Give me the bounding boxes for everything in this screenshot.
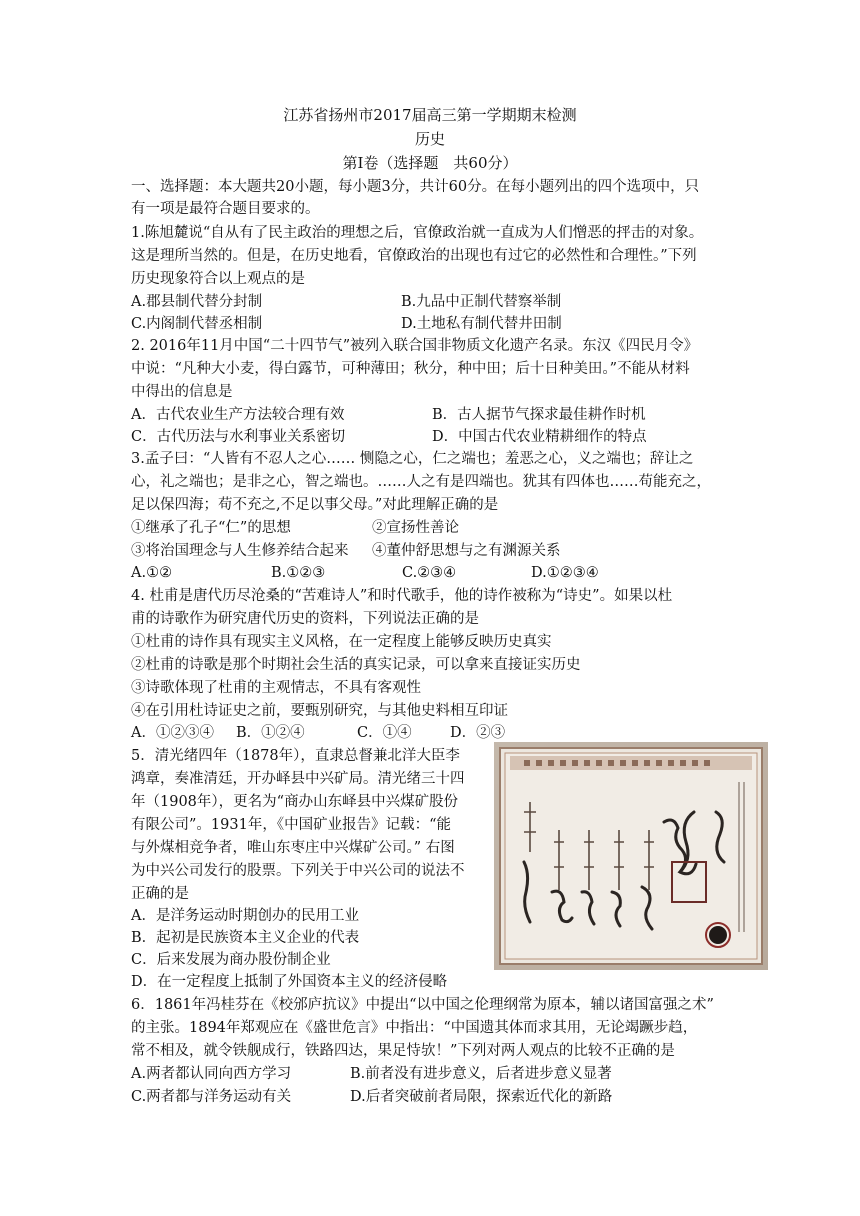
question-stem: 中说：“凡种大小麦，得白露节，可种薄田；秋分，种中田；后十日种美田。”不能从材料 xyxy=(131,361,690,377)
option-b: B．起初是民族资本主义企业的代表 xyxy=(131,930,360,946)
statement-3: ③诗歌体现了杜甫的主观情志，不具有客观性 xyxy=(131,680,421,696)
option-d: D．②③ xyxy=(450,725,506,741)
option-c: C.两者都与洋务运动有关 xyxy=(131,1089,292,1105)
statement-1: ①杜甫的诗作具有现实主义风格，在一定程度上能够反映历史真实 xyxy=(131,634,552,650)
statement-4: ④在引用杜诗证史之前，要甄别研究，与其他史料相互印证 xyxy=(131,703,508,719)
section-instruction: 有一项是最符合题目要求的。 xyxy=(131,201,320,217)
option-d: D．在一定程度上抵制了外国资本主义的经济侵略 xyxy=(131,974,448,990)
statement-1: ①继承了孔子“仁”的思想 xyxy=(131,520,291,536)
option-d: D.①②③④ xyxy=(531,565,599,581)
question-stem: 心，礼之端也；是非之心，智之端也。……人之有是四端也。犹其有四体也……苟能充之， xyxy=(131,474,711,490)
question-stem: 6．1861年冯桂芬在《校邠庐抗议》中提出“以中国之伦理纲常为原本，辅以诸国富强之术” xyxy=(131,997,714,1013)
statement-2: ②宣扬性善论 xyxy=(372,520,459,536)
statement-3: ③将治国理念与人生修养结合起来 xyxy=(131,543,349,559)
option-d: D．中国古代农业精耕细作的特点 xyxy=(432,429,647,445)
option-c: C．古代历法与水利事业关系密切 xyxy=(131,429,346,445)
question-stem: 足以保四海；苟不充之,不足以事父母。”对此理解正确的是 xyxy=(131,497,499,513)
part-title: 第Ⅰ卷（选择题 共60分） xyxy=(342,154,518,172)
question-stem: 4. 杜甫是唐代历尽沧桑的“苦难诗人”和时代歌手，他的诗作被称为“诗史”。如果以杜 xyxy=(131,588,673,604)
option-c: C．①④ xyxy=(357,725,412,741)
option-c: C．后来发展为商办股份制企业 xyxy=(131,952,331,968)
option-d: D.后者突破前者局限，探索近代化的新路 xyxy=(350,1089,613,1105)
exam-title: 江苏省扬州市2017届高三第一学期期末检测 xyxy=(283,106,577,124)
question-stem: 5．清光绪四年（1878年），直隶总督兼北洋大臣李 xyxy=(131,748,460,764)
option-a: A.两者都认同向西方学习 xyxy=(131,1066,292,1082)
option-a: A．古代农业生产方法较合理有效 xyxy=(131,407,345,423)
question-stem: 的主张。1894年郑观应在《盛世危言》中指出：“中国遗其体而求其用，无论竭蹶步趋， xyxy=(131,1020,698,1036)
section-instruction: 一、选择题：本大题共20小题，每小题3分，共计60分。在每小题列出的四个选项中，只 xyxy=(131,179,700,195)
question-stem: 3.孟子曰：“人皆有不忍人之心…… 恻隐之心，仁之端也；羞恶之心，义之端也；辞让之 xyxy=(131,451,694,467)
option-a: A.①② xyxy=(131,565,173,581)
question-stem: 正确的是 xyxy=(131,886,189,902)
question-stem: 2. 2016年11月中国“二十四节气”被列入联合国非物质文化遗产名录。东汉《四民月令》 xyxy=(131,338,699,354)
option-c: C.内阁制代替丞相制 xyxy=(131,316,263,332)
question-stem: 这是理所当然的。但是，在历史地看，官僚政治的出现也有过它的必然性和合理性。”下列 xyxy=(131,248,697,264)
subject-title: 历史 xyxy=(414,130,445,148)
option-b: B．①②④ xyxy=(236,725,305,741)
option-d: D.土地私有制代替井田制 xyxy=(401,316,562,332)
statement-2: ②杜甫的诗歌是那个时期社会生活的真实记录，可以拿来直接证实历史 xyxy=(131,657,581,673)
question-stem: 为中兴公司发行的股票。下列关于中兴公司的说法不 xyxy=(131,863,465,879)
option-b: B.①②③ xyxy=(271,565,326,581)
question-stem: 1.陈旭麓说“自从有了民主政治的理想之后，官僚政治就一直成为人们憎恶的抨击的对象。 xyxy=(131,225,704,241)
question-stem: 鸿章，奏准清廷，开办峄县中兴矿局。清光绪三十四 xyxy=(131,771,465,787)
question-stem: 年（1908年），更名为“商办山东峄县中兴煤矿股份 xyxy=(131,794,459,810)
option-a: A．①②③④ xyxy=(131,725,214,741)
question-stem: 甫的诗歌作为研究唐代历史的资料，下列说法正确的是 xyxy=(131,611,479,627)
option-c: C.②③④ xyxy=(402,565,457,581)
option-b: B．古人据节气探求最佳耕作时机 xyxy=(432,407,646,423)
option-b: B.前者没有进步意义，后者进步意义显著 xyxy=(350,1066,612,1082)
question-stem: 历史现象符合以上观点的是 xyxy=(131,271,305,287)
question-stem: 中得出的信息是 xyxy=(131,384,233,400)
stock-certificate-photo xyxy=(494,742,768,970)
option-a: A.郡县制代替分封制 xyxy=(131,294,263,310)
option-a: A．是洋务运动时期创办的民用工业 xyxy=(131,908,359,924)
question-stem: 有限公司”。1931年，《中国矿业报告》记载：“能 xyxy=(131,817,451,833)
stock-certificate-image xyxy=(494,742,768,970)
question-stem: 与外煤相竞争者，唯山东枣庄中兴煤矿公司。” 右图 xyxy=(131,840,455,856)
question-stem: 常不相及，就令铁舰成行，铁路四达，果足恃欤！”下列对两人观点的比较不正确的是 xyxy=(131,1043,675,1059)
option-b: B.九品中正制代替察举制 xyxy=(401,294,562,310)
statement-4: ④董仲舒思想与之有渊源关系 xyxy=(372,543,561,559)
